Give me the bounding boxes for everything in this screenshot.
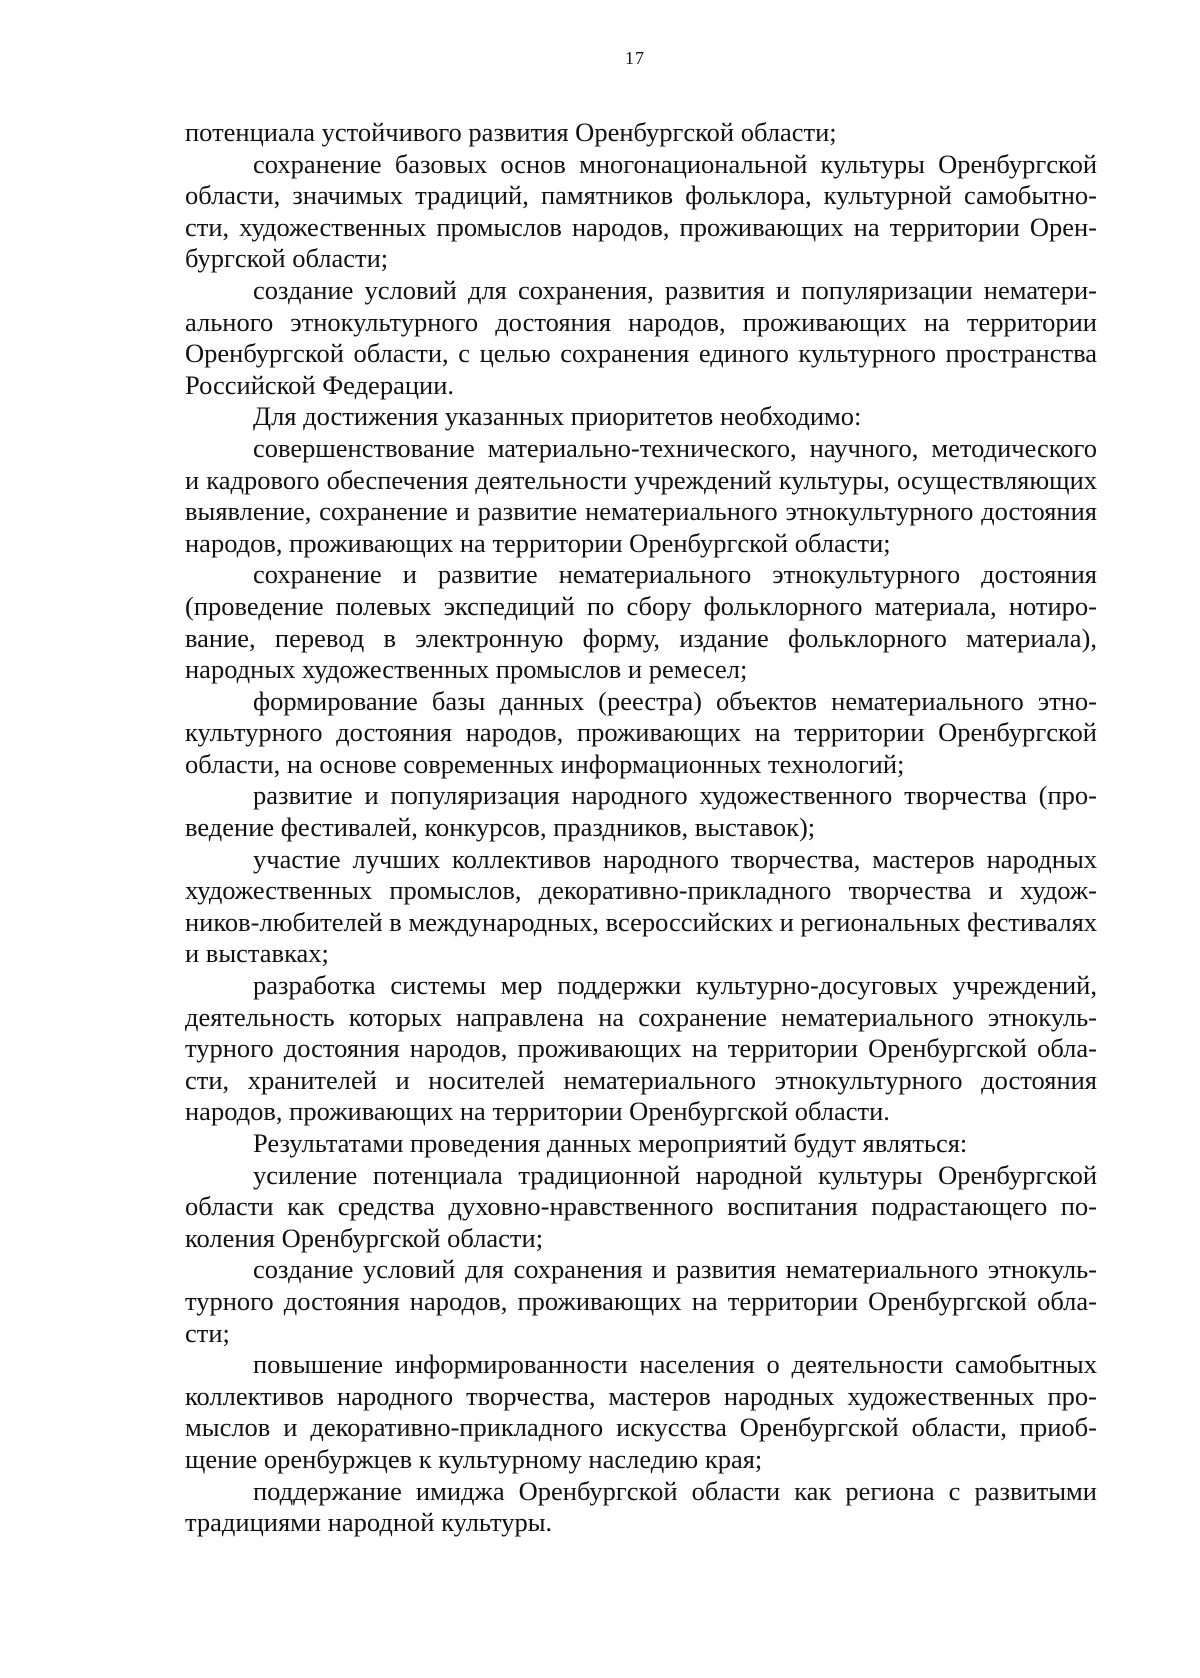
paragraph: совершенствование материально-технического, научного, методического и кадрового обеспечения деятельности учреждений культуры, осуществляющих выявление, сохранение и развитие нематериального этнокультурного достояния народов, проживающих на территории Оренбургской области;: [185, 432, 1097, 558]
page-number: 17: [625, 48, 645, 68]
paragraph: поддержание имиджа Оренбургской области как региона с развитыми традициями народной культуры.: [185, 1475, 1097, 1538]
paragraph: разработка системы мер поддержки культурно-досуговых учреждений, деятельность которых направлена на сохранение нематериального этнокультурного достояния народов, проживающих на территории Оренбургской области, хранителей и носителей нематериального этнокультурного достояния народов, проживающих на территории Оренбургской области.: [185, 970, 1097, 1127]
paragraph: сохранение базовых основ многонациональной культуры Оренбургской области, значимых традиций, памятников фольклора, культурной самобытности, художественных промыслов народов, проживающих на территории Оренбургской области;: [185, 148, 1097, 274]
paragraph: участие лучших коллективов народного творчества, мастеров народных художественных промыслов, декоративно-прикладного творчества и художников-любителей в международных, всероссийских и региональных фестивалях и выставках;: [185, 843, 1098, 969]
paragraph: создание условий для сохранения и развития нематериального этнокультурного достояния народов, проживающих на территории Оренбургской области;: [185, 1254, 1097, 1348]
paragraph: создание условий для сохранения, развития и популяризации нематериального этнокультурного достояния народов, проживающих на территории Оренбургской области, с целью сохранения единого культурного пространства Российской Федерации.: [185, 274, 1097, 400]
document-body: [185, 117, 1097, 1539]
paragraph: Для достижения указанных приоритетов необходимо:: [253, 401, 862, 432]
paragraph: сохранение и развитие нематериального этнокультурного достояния (проведение полевых экспедиций по сбору фольклорного материала, нотирование, перевод в электронную форму, издание фольклорного материала), народных художественных промыслов и ремесел;: [185, 559, 1097, 685]
paragraph: Результатами проведения данных мероприятий будут являться:: [253, 1128, 968, 1158]
paragraph: повышение информированности населения о деятельности самобытных коллективов народного творчества, мастеров народных художественных промыслов и декоративно-прикладного искусства Оренбургской области, приобщение оренбуржцев к культурному наследию края;: [185, 1349, 1097, 1474]
paragraph: развитие и популяризация народного художественного творчества (проведение фестивалей, конкурсов, праздников, выставок);: [185, 780, 1097, 843]
paragraph: усиление потенциала традиционной народной культуры Оренбургской области как средства духовно-нравственного воспитания подрастающего поколения Оренбургской области;: [185, 1159, 1097, 1253]
paragraph: формирование базы данных (реестра) объектов нематериального этнокультурного достояния народов, проживающих на территории Оренбургской области, на основе современных информационных технологий;: [185, 685, 1097, 779]
paragraph-continuation: потенциала устойчивого развития Оренбургской области;: [185, 117, 837, 147]
